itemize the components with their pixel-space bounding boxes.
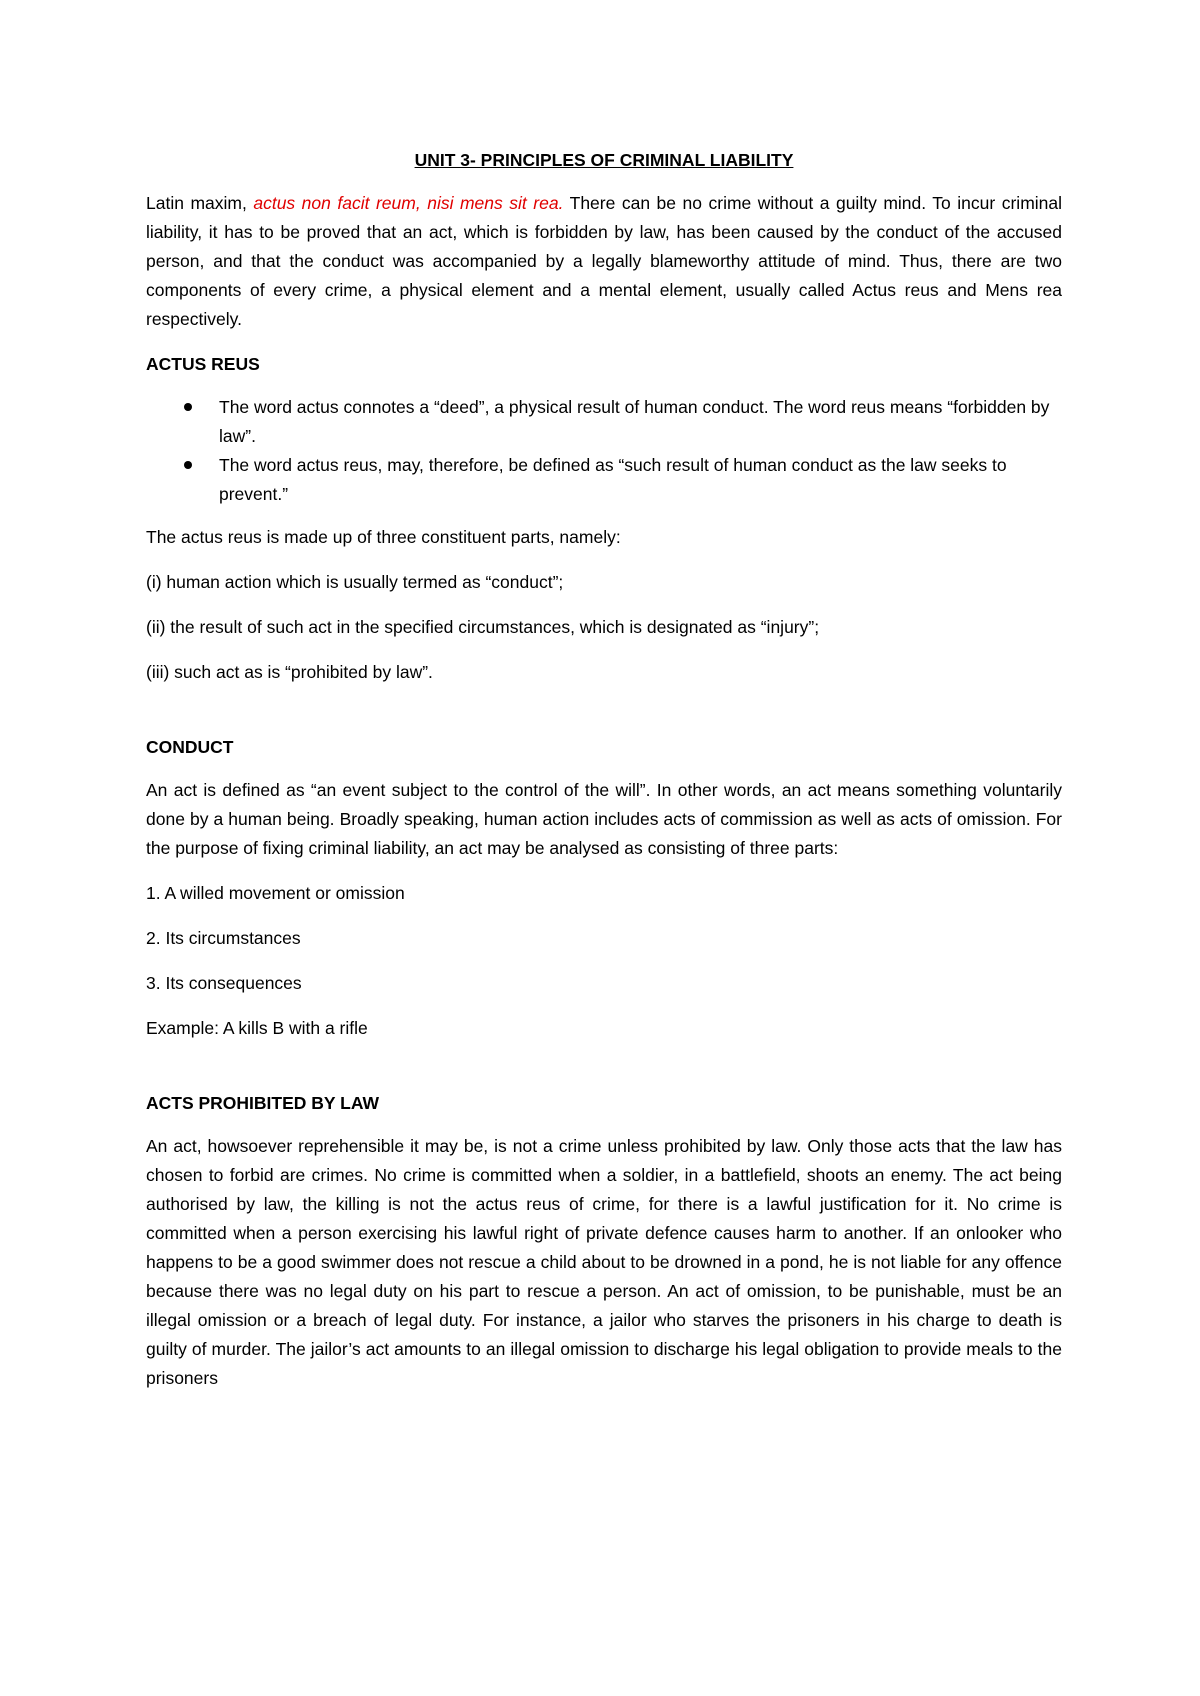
bullet-item — [146, 393, 1062, 451]
conduct-list-item: 3. Its consequences — [146, 973, 302, 993]
intro-prefix: Latin maxim, — [146, 193, 254, 213]
document-body — [146, 146, 1062, 1409]
intro-paragraph — [146, 189, 1062, 334]
conduct-list-item: 1. A willed movement or omission — [146, 883, 405, 903]
conduct-example: Example: A kills B with a rifle — [146, 1018, 368, 1038]
latin-maxim: actus non facit reum, nisi mens sit rea. — [253, 193, 564, 213]
bullet-text: The word actus connotes a “deed”, a physical result of human conduct. The word reus means “forbidden by law”. — [219, 397, 1050, 446]
bullet-text: The word actus reus, may, therefore, be defined as “such result of human conduct as the law seeks to prevent.” — [219, 455, 1007, 504]
heading-acts-prohibited: ACTS PROHIBITED BY LAW — [146, 1093, 380, 1113]
conduct-paragraph: An act is defined as “an event subject to the control of the will”. In other words, an act means something voluntarily done by a human being. Broadly speaking, human action includes acts of commission as well as acts of omission. For the purpose of fixing criminal liability, an act may be analysed as consisting of three parts: — [146, 780, 1062, 858]
actus-reus-bullets — [146, 393, 1062, 509]
conduct-list-item: 2. Its circumstances — [146, 928, 301, 948]
parts-intro: The actus reus is made up of three constituent parts, namely: — [146, 527, 621, 547]
heading-conduct: CONDUCT — [146, 737, 234, 757]
part-item: (i) human action which is usually termed as “conduct”; — [146, 572, 564, 592]
bullet-icon — [184, 403, 192, 411]
part-item: (iii) such act as is “prohibited by law”. — [146, 662, 433, 682]
bullet-item — [146, 451, 1062, 509]
bullet-icon — [184, 461, 192, 469]
section-spacer — [146, 1059, 1062, 1089]
section-spacer — [146, 703, 1062, 733]
page-title: UNIT 3- PRINCIPLES OF CRIMINAL LIABILITY — [414, 150, 794, 170]
part-item: (ii) the result of such act in the specified circumstances, which is designated as “injury”; — [146, 617, 820, 637]
intro-rest: There can be no crime without a guilty mind. To incur criminal liability, it has to be proved that an act, which is forbidden by law, has been caused by the conduct of the accused person, and that the conduct was accompanied by a legally blameworthy attitude of mind. Thus, there are two components of every crime, a physical element and a mental element, usually called Actus reus and Mens rea respectively. — [146, 193, 1063, 329]
heading-actus-reus: ACTUS REUS — [146, 354, 260, 374]
acts-prohibited-paragraph: An act, howsoever reprehensible it may be, is not a crime unless prohibited by law. Only those acts that the law has chosen to forbid are crimes. No crime is committed when a soldier, in a battlefield, shoots an enemy. The act being authorised by law, the killing is not the actus reus of crime, for there is a lawful justification for it. No crime is committed when a person exercising his lawful right of private defence causes harm to another. If an onlooker who happens to be a good swimmer does not rescue a child about to be drowned in a pond, he is not liable for any offence because there was no legal duty on his part to rescue a person. An act of omission, to be punishable, must be an illegal omission or a breach of legal duty. For instance, a jailor who starves the prisoners in his charge to death is guilty of murder. The jailor’s act amounts to an illegal omission to discharge his legal obligation to provide meals to the prisoners — [146, 1136, 1062, 1388]
